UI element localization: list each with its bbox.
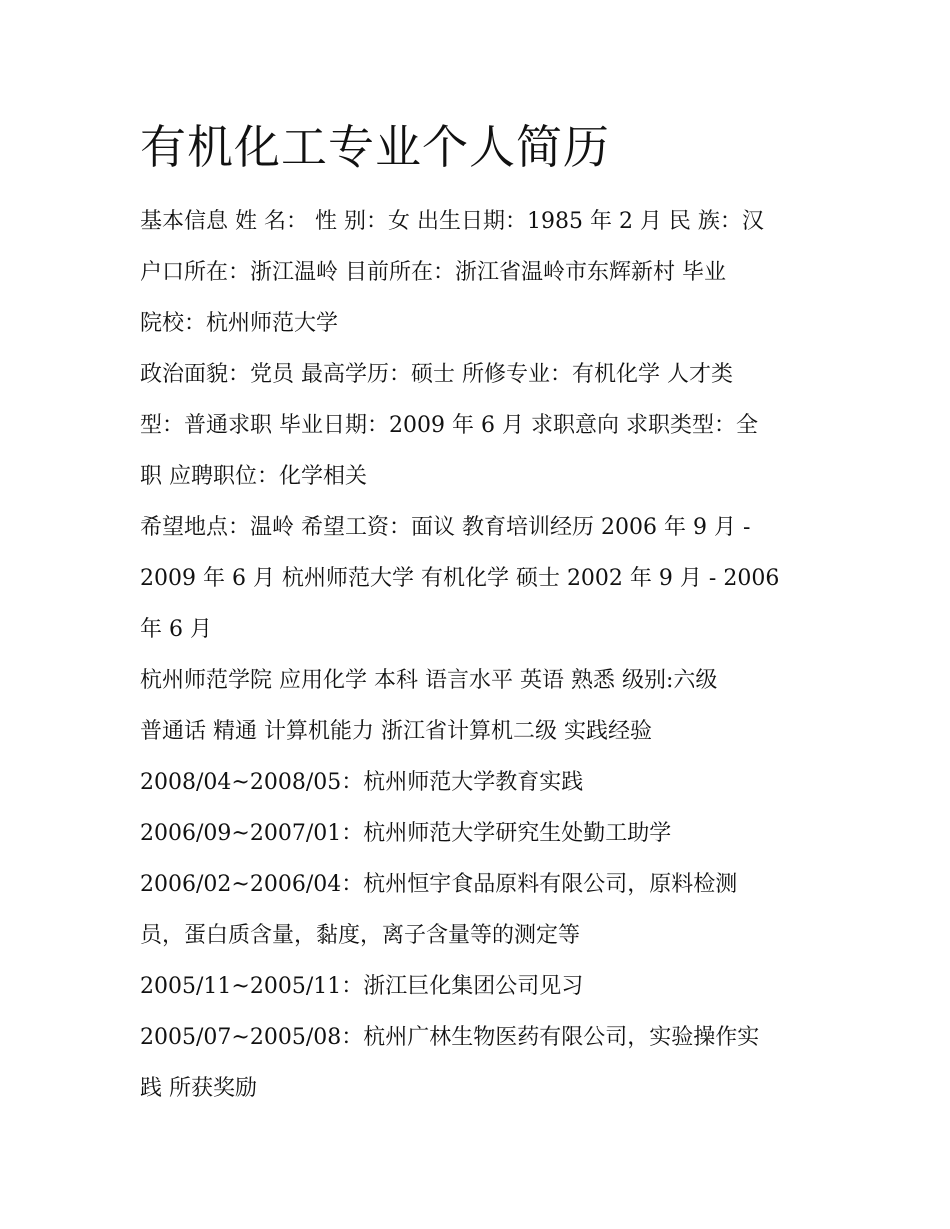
body-line-4: 政治面貌：党员 最高学历：硕士 所修专业：有机化学 人才类 — [140, 362, 733, 387]
page-title: 有机化工专业个人简历 — [140, 120, 610, 174]
body-line-8: 2009 年 6 月 杭州师范大学 有机化学 硕士 2002 年 9 月 - 2006 — [140, 566, 780, 591]
body-line-10: 杭州师范学院 应用化学 本科 语言水平 英语 熟悉 级别:六级 — [140, 668, 718, 693]
body-line-13: 2006/09~2007/01：杭州师范大学研究生处勤工助学 — [140, 821, 672, 846]
body-line-2: 户口所在：浙江温岭 目前所在：浙江省温岭市东辉新村 毕业 — [140, 260, 726, 285]
body-line-7: 希望地点：温岭 希望工资：面议 教育培训经历 2006 年 9 月 - — [140, 515, 751, 540]
body-line-1: 基本信息 姓 名： 性 别：女 出生日期：1985 年 2 月 民 族：汉 — [140, 209, 764, 234]
resume-body — [140, 196, 820, 1114]
body-line-11: 普通话 精通 计算机能力 浙江省计算机二级 实践经验 — [140, 719, 652, 744]
body-line-18: 践 所获奖励 — [140, 1076, 257, 1101]
body-line-17: 2005/07~2005/08：杭州广林生物医药有限公司，实验操作实 — [140, 1025, 760, 1050]
body-line-16: 2005/11~2005/11：浙江巨化集团公司见习 — [140, 974, 584, 999]
body-line-14: 2006/02~2006/04：杭州恒宇食品原料有限公司，原料检测 — [140, 872, 738, 897]
body-line-6: 职 应聘职位：化学相关 — [140, 464, 367, 489]
body-line-9: 年 6 月 — [140, 617, 212, 642]
body-line-3: 院校：杭州师范大学 — [140, 311, 339, 336]
body-line-12: 2008/04~2008/05：杭州师范大学教育实践 — [140, 770, 584, 795]
body-line-15: 员，蛋白质含量，黏度，离子含量等的测定等 — [140, 923, 581, 948]
body-line-5: 型：普通求职 毕业日期：2009 年 6 月 求职意向 求职类型：全 — [140, 413, 758, 438]
